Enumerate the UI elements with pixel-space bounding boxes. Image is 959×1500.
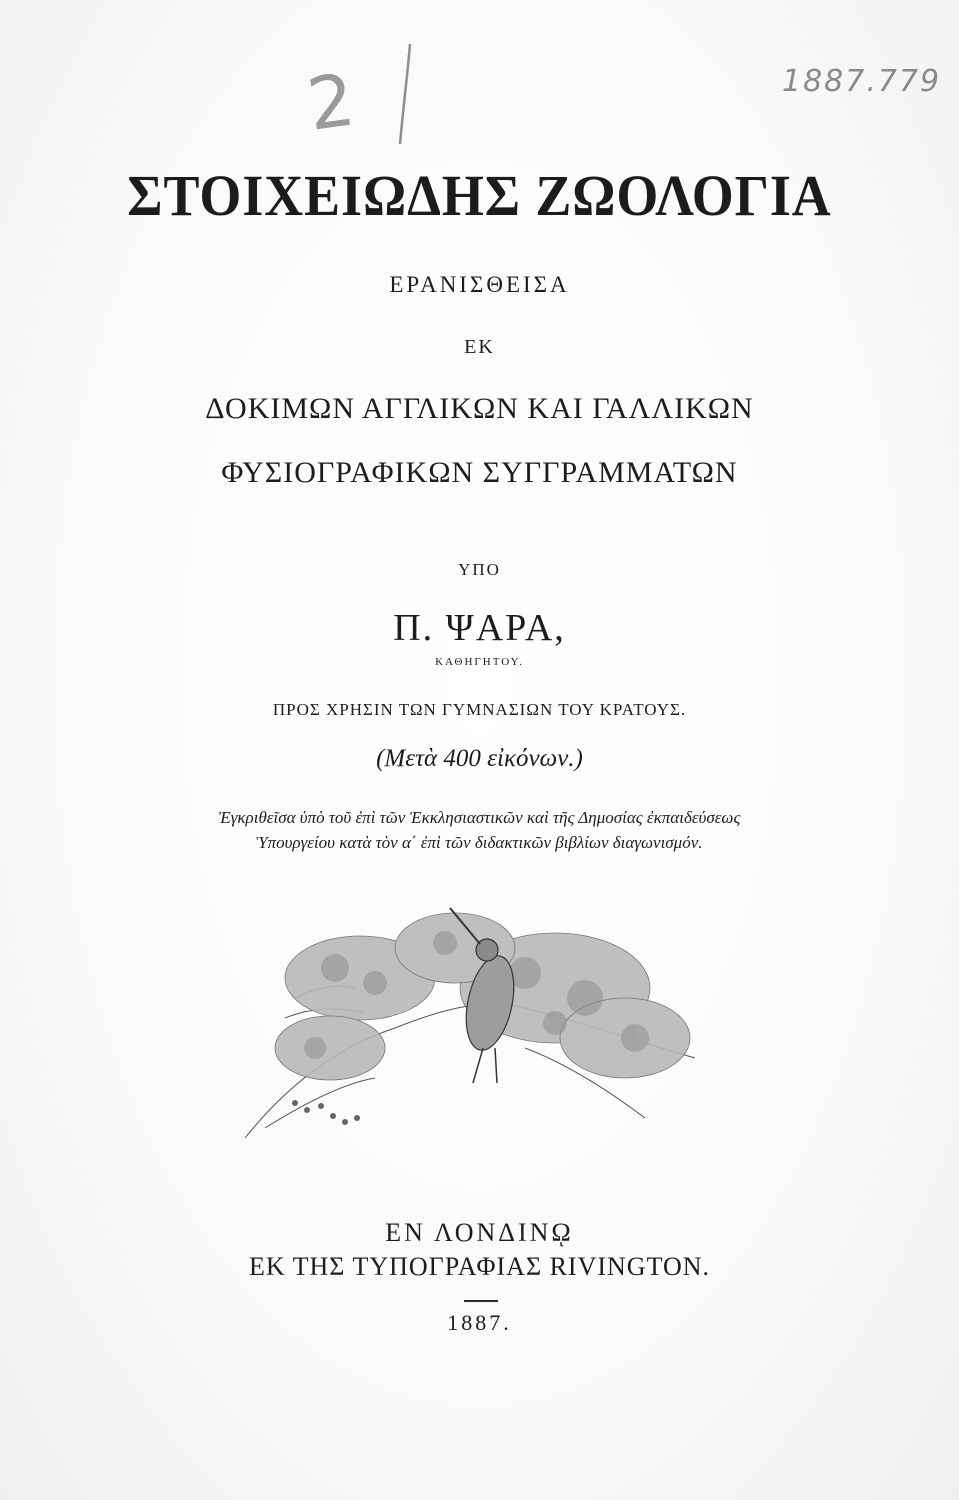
- by-label: ΥΠΟ: [458, 560, 501, 579]
- author-name: Π. ΨΑΡΑ,: [393, 607, 566, 649]
- imprint-year: 1887.: [447, 1310, 512, 1335]
- book-title: ΣΤΟΙΧΕΙΩΔΗΣ ΖΩΟΛΟΓΙΑ: [127, 163, 832, 228]
- subtitle-line-3: ΔΟΚΙΜΩΝ ΑΓΓΛΙΚΩΝ ΚΑΙ ΓΑΛΛΙΚΩΝ: [205, 392, 754, 425]
- woodcock-vignette: [225, 888, 735, 1163]
- author-role: ΚΑΘΗΓΗΤΟΥ.: [435, 656, 524, 668]
- year-rule: [464, 1300, 498, 1302]
- subtitle-line-4: ΦΥΣΙΟΓΡΑΦΙΚΩΝ ΣΥΓΓΡΑΜΜΑΤΩΝ: [221, 456, 738, 489]
- imprint-press: ΕΚ ΤΗΣ ΤΥΠΟΓΡΑΦΙΑΣ RIVINGTON.: [248, 1252, 711, 1281]
- handwritten-number: 2: [302, 57, 360, 147]
- purpose-line: ΠΡΟΣ ΧΡΗΣΙΝ ΤΩΝ ΓΥΜΝΑΣΙΩΝ ΤΟΥ ΚΡΑΤΟΥΣ.: [272, 700, 687, 719]
- illustrations-note: (Μετὰ 400 εἰκόνων.): [376, 745, 583, 772]
- approval-line-1: Ἐγκριθεῖσα ὑπὸ τοῦ ἐπὶ τῶν Ἐκκλησιαστικῶν καὶ τῆς Δημοσίας ἐκπαιδεύσεως: [218, 808, 741, 827]
- handwritten-shelfmark: 1887.779: [782, 64, 942, 99]
- subtitle-line-1: ΕΡΑΝΙΣΘΕΙΣΑ: [389, 272, 570, 297]
- imprint-place: ΕΝ ΛΟΝΔΙΝῼ: [385, 1218, 574, 1247]
- approval-line-2: Ὑπουργείου κατὰ τὸν α΄ ἐπὶ τῶν διδακτικῶν βιβλίων διαγωνισμόν.: [256, 833, 703, 852]
- handwritten-stroke: [392, 40, 422, 150]
- subtitle-line-2: ΕΚ: [464, 336, 495, 358]
